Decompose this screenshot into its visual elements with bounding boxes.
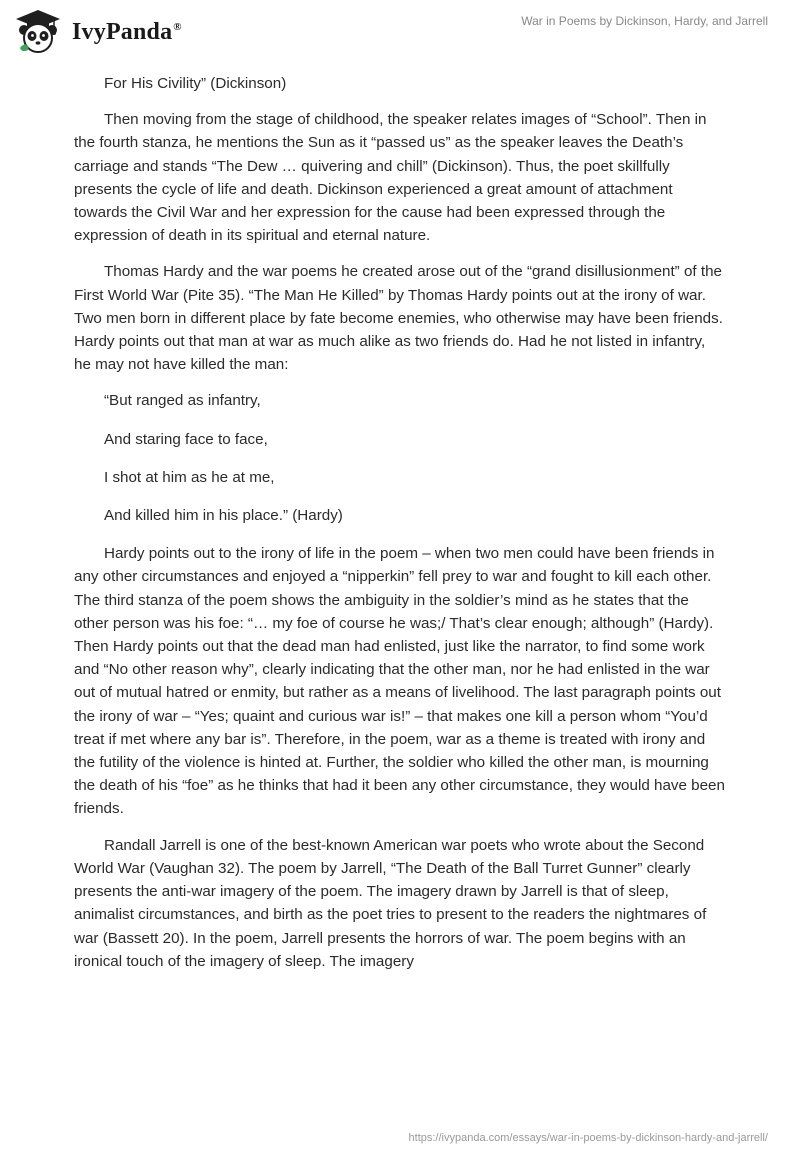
poem-line: I shot at him as he at me,: [104, 468, 275, 486]
paragraph: Randall Jarrell is one of the best-known American war poets who wrote about the Second World War (Vaughan 32). The poem by Jarrell, “The Death of the Ball Turret Gunner” clearly presents the anti-war imagery of the poem. The imagery drawn by Jarrell is that of sleep, animalist circumstances, and birth as the poet tries to present to the readers the nightmares of war (Bassett 20). In the poem, Jarrell presents the horrors of war. The poem begins with an ironical touch of the imagery of sleep. The imagery: [74, 836, 707, 970]
paragraph: Then moving from the stage of childhood, the speaker relates images of “School”. Then in the fourth stanza, he mentions the Sun as it “passed us” as the speaker leaves the Death’s carriage and stands “The Dew … quivering and chill” (Dickinson). Thus, the poet skillfully presents the cycle of life and death. Dickinson experienced a great amount of attachment towards the Civil War and her expression for the cause had been expressed through the expression of death in its spiritual and eternal nature.: [74, 111, 707, 245]
brand-logo[interactable]: [14, 8, 182, 56]
page-header: [0, 0, 800, 60]
essay-body: [74, 72, 726, 986]
poem-line: “But ranged as infantry,: [104, 392, 261, 410]
document-title: War in Poems by Dickinson, Hardy, and Jarrell: [521, 14, 768, 28]
poem-line: And killed him in his place.” (Hardy): [104, 507, 343, 525]
paragraph: Hardy points out to the irony of life in the poem – when two men could have been friends in any other circumstances and enjoyed a “nipperkin” fell prey to war and fought to kill each other. The third stanza of the poem shows the ambiguity in the soldier’s mind as he states that the other person was his foe: “… my foe of course he was;/ That’s clear enough; although” (Hardy). Then Hardy points out that the dead man had enlisted, just like the narrator, to find some work and “No other reason why”, clearly indicating that the other man, nor he had enlisted in the war out of mutual hatred or enmity, but rather as a means of livelihood. The last paragraph points out the irony of war – “Yes; quaint and curious war is!” – that makes one kill a person whom “You’d treat if met where any bar is”. Therefore, in the poem, war as a theme is treated with irony and the futility of the violence is hinted at. Further, the soldier who killed the other man, is mourning the death of his “foe” as he thinks that had it been any other circumstance, they would have been friends.: [74, 545, 725, 818]
panda-graduate-icon: [14, 8, 62, 56]
poem-line: And staring face to face,: [104, 430, 268, 448]
paragraph: For His Civility” (Dickinson): [104, 75, 287, 92]
source-url[interactable]: https://ivypanda.com/essays/war-in-poems-by-dickinson-hardy-and-jarrell/: [408, 1132, 768, 1144]
brand-name: IvyPanda®: [72, 18, 182, 45]
paragraph: Thomas Hardy and the war poems he created arose out of the “grand disillusionment” of the First World War (Pite 35). “The Man He Killed” by Thomas Hardy points out at the irony of war. Two men born in different place by fate become enemies, who otherwise may have been friends. Hardy points out that man at war as much alike as two friends do. Had he not listed in infantry, he may not have killed the man:: [74, 263, 723, 374]
